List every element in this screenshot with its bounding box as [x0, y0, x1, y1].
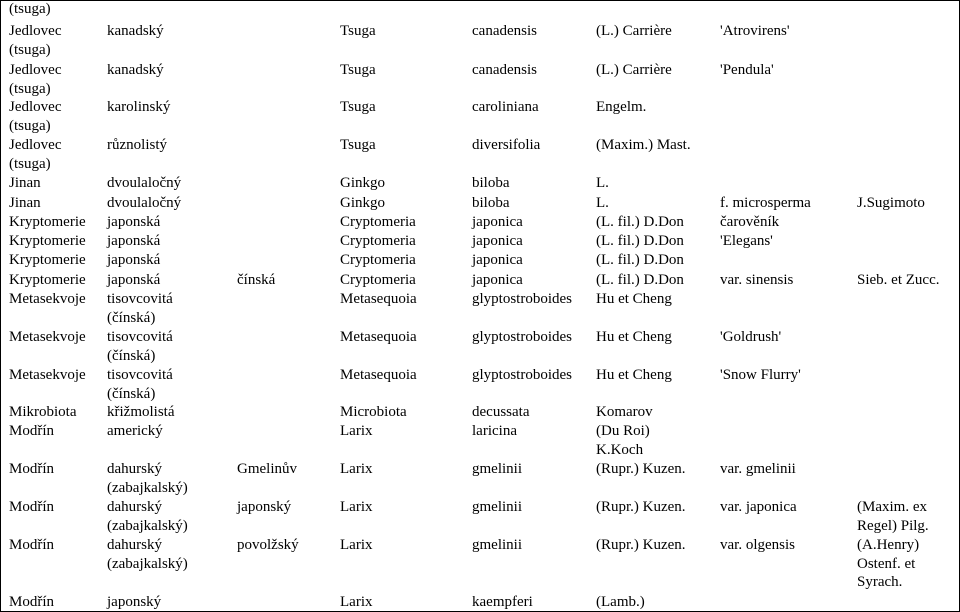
cell-cultivar: f. microsperma: [720, 195, 811, 211]
cell-species-latin: glyptostroboides: [472, 367, 572, 383]
cell-genus-latin: Cryptomeria: [340, 233, 416, 249]
cell-species-common: dahurský (zabajkalský): [107, 499, 188, 534]
cell-genus-latin: Larix: [340, 537, 373, 553]
cell-variety-common: japonský: [237, 499, 292, 515]
cell-variety-author: (Maxim. ex Regel) Pilg.: [857, 499, 929, 534]
cell-variety-author: Sieb. et Zucc.: [857, 272, 940, 288]
cell-author: (Rupr.) Kuzen.: [596, 499, 686, 515]
cell-species-common: křižmolistá: [107, 404, 175, 420]
cell-author: (Lamb.): [596, 594, 645, 610]
cell-genus-latin: Larix: [340, 423, 373, 439]
cell-genus-latin: Tsuga: [340, 99, 376, 115]
cell-species-common: kanadský: [107, 23, 164, 39]
cell-species-common: dvoulaločný: [107, 195, 182, 211]
cell-cultivar: čarověník: [720, 214, 780, 230]
cell-author: (L.) Carrière: [596, 62, 672, 78]
cell-cultivar: 'Snow Flurry': [720, 367, 801, 383]
cell-cultivar: var. gmelinii: [720, 461, 796, 477]
cell-genus-latin: Larix: [340, 594, 373, 610]
cell-genus-common: Jinan: [9, 175, 41, 191]
cell-species-common: dahurský (zabajkalský): [107, 537, 188, 572]
cell-genus-common: Jedlovec (tsuga): [9, 99, 62, 134]
cell-species-latin: diversifolia: [472, 137, 541, 153]
cell-genus-latin: Cryptomeria: [340, 252, 416, 268]
cell-species-common: kanadský: [107, 62, 164, 78]
cell-genus-common: Kryptomerie: [9, 252, 86, 268]
cell-variety-common: povolžský: [237, 537, 299, 553]
cell-cultivar: 'Atrovirens': [720, 23, 790, 39]
cell-genus-common: Kryptomerie: [9, 214, 86, 230]
cell-author: L.: [596, 195, 609, 211]
cell-genus-latin: Tsuga: [340, 23, 376, 39]
cell-genus-common: Modřín: [9, 461, 54, 477]
cell-species-latin: gmelinii: [472, 461, 522, 477]
cell-genus-latin: Metasequoia: [340, 291, 417, 307]
cell-author: (L. fil.) D.Don: [596, 214, 684, 230]
cell-species-common: karolinský: [107, 99, 171, 115]
cell-genus-latin: Microbiota: [340, 404, 407, 420]
cell-author: (L. fil.) D.Don: [596, 272, 684, 288]
cell-species-latin: biloba: [472, 195, 510, 211]
cell-genus-common: Modřín: [9, 499, 54, 515]
cell-genus-common: Kryptomerie: [9, 233, 86, 249]
cell-species-latin: canadensis: [472, 23, 537, 39]
cell-variety-author: J.Sugimoto: [857, 195, 925, 211]
cell-species-latin: glyptostroboides: [472, 291, 572, 307]
cell-species-latin: canadensis: [472, 62, 537, 78]
cell-author: (Rupr.) Kuzen.: [596, 537, 686, 553]
cell-species-common: japonská: [107, 233, 161, 249]
cell-species-latin: gmelinii: [472, 499, 522, 515]
cell-species-latin: decussata: [472, 404, 530, 420]
cell-author: Hu et Cheng: [596, 367, 672, 383]
cell-genus-common: Jedlovec (tsuga): [9, 62, 62, 97]
cell-genus-common: (tsuga): [9, 1, 51, 17]
cell-species-common: různolistý: [107, 137, 167, 153]
cell-genus-latin: Metasequoia: [340, 367, 417, 383]
cell-species-latin: japonica: [472, 233, 523, 249]
cell-genus-common: Modřín: [9, 423, 54, 439]
cell-genus-latin: Tsuga: [340, 137, 376, 153]
cell-author: (Maxim.) Mast.: [596, 137, 691, 153]
cell-cultivar: 'Pendula': [720, 62, 774, 78]
cell-author: (Du Roi) K.Koch: [596, 423, 650, 458]
cell-genus-common: Metasekvoje: [9, 291, 86, 307]
cell-genus-common: Mikrobiota: [9, 404, 77, 420]
cell-genus-common: Metasekvoje: [9, 367, 86, 383]
cell-cultivar: 'Elegans': [720, 233, 773, 249]
cell-genus-latin: Metasequoia: [340, 329, 417, 345]
cell-species-common: tisovcovitá (čínská): [107, 329, 173, 364]
cell-genus-common: Metasekvoje: [9, 329, 86, 345]
cell-species-common: japonská: [107, 252, 161, 268]
table-border: [0, 0, 1, 612]
cell-author: (L.) Carrière: [596, 23, 672, 39]
cell-genus-latin: Larix: [340, 499, 373, 515]
cell-genus-latin: Larix: [340, 461, 373, 477]
cell-species-latin: caroliniana: [472, 99, 539, 115]
cell-species-common: americký: [107, 423, 163, 439]
cell-species-common: dahurský (zabajkalský): [107, 461, 188, 496]
cell-species-latin: glyptostroboides: [472, 329, 572, 345]
cell-genus-latin: Cryptomeria: [340, 272, 416, 288]
cell-author: Hu et Cheng: [596, 291, 672, 307]
cell-genus-common: Jedlovec (tsuga): [9, 137, 62, 172]
cell-genus-common: Kryptomerie: [9, 272, 86, 288]
cell-species-common: tisovcovitá (čínská): [107, 291, 173, 326]
cell-author: (L. fil.) D.Don: [596, 252, 684, 268]
cell-species-common: japonská: [107, 214, 161, 230]
cell-genus-common: Jinan: [9, 195, 41, 211]
cell-genus-latin: Cryptomeria: [340, 214, 416, 230]
cell-species-latin: japonica: [472, 272, 523, 288]
cell-author: (L. fil.) D.Don: [596, 233, 684, 249]
cell-species-latin: japonica: [472, 252, 523, 268]
cell-cultivar: 'Goldrush': [720, 329, 782, 345]
cell-species-latin: laricina: [472, 423, 517, 439]
cell-species-common: tisovcovitá (čínská): [107, 367, 173, 402]
cell-species-latin: kaempferi: [472, 594, 533, 610]
cell-variety-author: (A.Henry) Ostenf. et Syrach.: [857, 537, 920, 591]
cell-genus-latin: Tsuga: [340, 62, 376, 78]
cell-genus-latin: Ginkgo: [340, 195, 385, 211]
cell-author: L.: [596, 175, 609, 191]
cell-species-latin: biloba: [472, 175, 510, 191]
cell-cultivar: var. sinensis: [720, 272, 794, 288]
cell-genus-common: Modřín: [9, 537, 54, 553]
cell-author: Komarov: [596, 404, 653, 420]
cell-author: Hu et Cheng: [596, 329, 672, 345]
cell-cultivar: var. olgensis: [720, 537, 795, 553]
cell-cultivar: var. japonica: [720, 499, 797, 515]
cell-species-common: dvoulaločný: [107, 175, 182, 191]
cell-genus-common: Modřín: [9, 594, 54, 610]
cell-variety-common: čínská: [237, 272, 276, 288]
cell-variety-common: Gmelinův: [237, 461, 297, 477]
cell-species-latin: japonica: [472, 214, 523, 230]
cell-author: (Rupr.) Kuzen.: [596, 461, 686, 477]
cell-species-common: japonská: [107, 272, 161, 288]
cell-genus-latin: Ginkgo: [340, 175, 385, 191]
table-border: [0, 0, 960, 1]
cell-author: Engelm.: [596, 99, 647, 115]
cell-species-common: japonský: [107, 594, 162, 610]
cell-species-latin: gmelinii: [472, 537, 522, 553]
cell-genus-common: Jedlovec (tsuga): [9, 23, 62, 58]
